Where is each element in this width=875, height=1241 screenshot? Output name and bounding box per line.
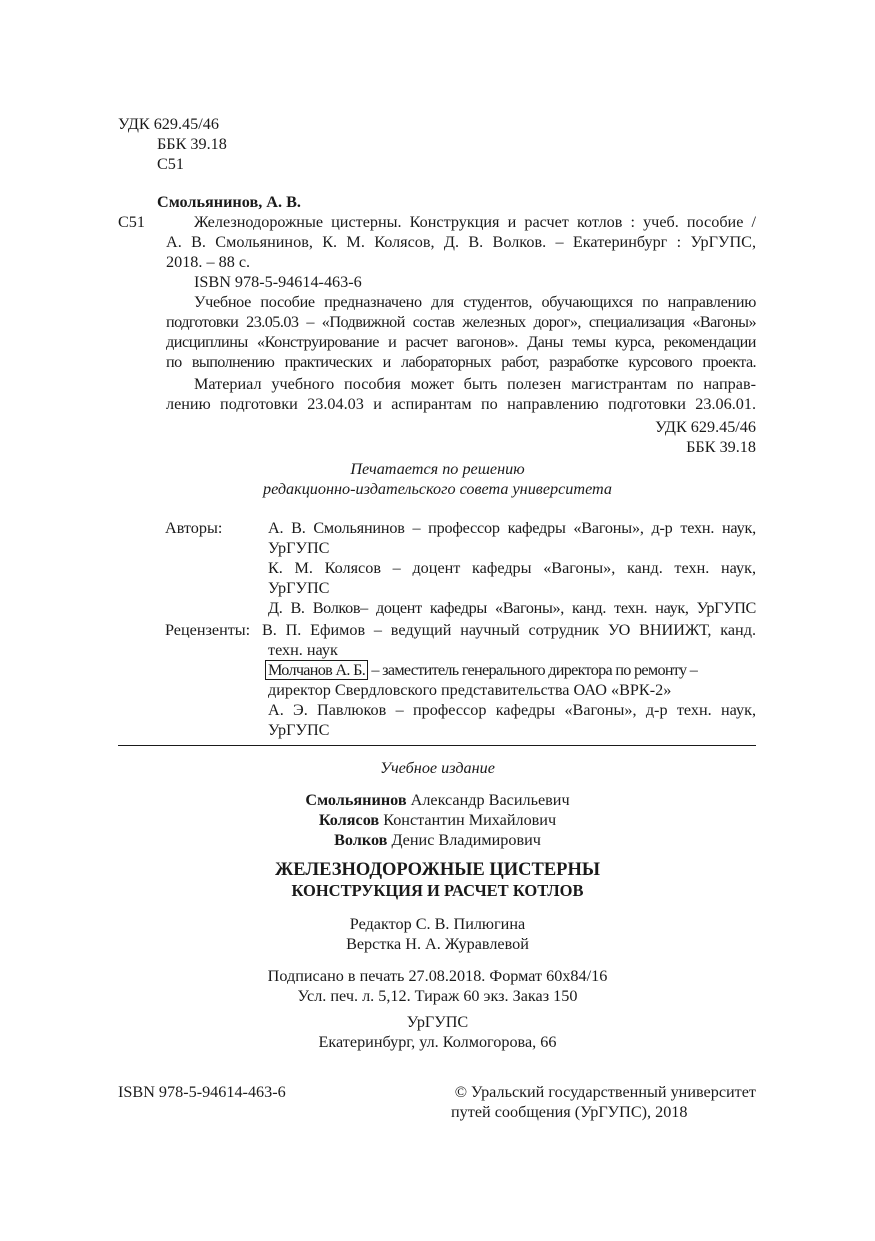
section-divider [118, 745, 756, 746]
book-title: ЖЕЛЕЗНОДОРОЖНЫЕ ЦИСТЕРНЫ [274, 860, 601, 880]
biblio-line: Железнодорожные цистерны. Конструкция и расчет котлов : учеб. пособие / [194, 213, 756, 231]
person-given-names: Константин Михайлович [379, 811, 557, 829]
copyright: путей сообщения (УрГУПС), 2018 [451, 1103, 688, 1121]
annotation-line: Учебное пособие предназначено для студентов, обучающихся по направлению [194, 293, 756, 311]
copyright: © Уральский государственный университет [454, 1083, 756, 1101]
imprint-person [0, 790, 875, 810]
reviewers-label: Рецензенты: [165, 621, 251, 639]
edition-type: Учебное издание [380, 759, 495, 777]
person-surname: Волков [334, 831, 388, 849]
author-credit: А. В. Смольянинов – профессор кафедры «Вагоны», д-р техн. наук, [268, 519, 756, 537]
imprint-person [0, 810, 875, 830]
editor-credit: Редактор С. В. Пилюгина [349, 915, 526, 933]
person-given-names: Денис Владимирович [387, 831, 541, 849]
author-credit: УрГУПС [268, 579, 330, 597]
print-decision: Печатается по решению [350, 460, 525, 478]
reviewer-credit: В. П. Ефимов – ведущий научный сотрудник УО ВНИИЖТ, канд. [262, 621, 756, 639]
person-surname: Смольянинов [305, 791, 407, 809]
bbk-code-right: ББК 39.18 [686, 438, 756, 456]
annotation-line: дисциплины «Конструирование и расчет вагонов». Даны темы курса, рекомендации [166, 333, 756, 351]
author-sign: С51 [157, 155, 184, 173]
layout-credit: Верстка Н. А. Журавлевой [346, 935, 529, 953]
reviewer-credit: техн. наук [268, 641, 338, 659]
isbn-footer: ISBN 978-5-94614-463-6 [118, 1083, 286, 1101]
person-given-names: Александр Васильевич [406, 791, 570, 809]
annotation-line: Материал учебного пособия может быть полезен магистрантам по направ- [194, 375, 756, 393]
annotation-line: лению подготовки 23.04.03 и аспирантам по направлению подготовки 23.06.01. [166, 395, 756, 413]
bbk-code: ББК 39.18 [157, 135, 227, 153]
book-subtitle: КОНСТРУКЦИЯ И РАСЧЕТ КОТЛОВ [291, 881, 584, 900]
annotation-line: подготовки 23.05.03 – «Подвижной состав железных дорог», специализация «Вагоны» [166, 313, 756, 331]
publisher: УрГУПС [406, 1013, 469, 1031]
print-info: Усл. печ. л. 5,12. Тираж 60 экз. Заказ 150 [297, 987, 578, 1005]
reviewer-credit: А. Э. Павлюков – профессор кафедры «Вагоны», д-р техн. наук, [268, 701, 756, 719]
imprint-person [0, 830, 875, 850]
publisher-address: Екатеринбург, ул. Колмогорова, 66 [318, 1033, 557, 1051]
annotation-line: по выполнению практических и лабораторных работ, разработке курсового проекта. [166, 353, 756, 371]
biblio-line: 2018. – 88 с. [166, 253, 251, 271]
author-credit: К. М. Колясов – доцент кафедры «Вагоны», канд. техн. наук, [268, 559, 756, 577]
isbn-line: ISBN 978-5-94614-463-6 [194, 273, 362, 291]
reviewer-credit [268, 660, 756, 680]
print-decision: редакционно-издательского совета университета [262, 480, 613, 498]
reviewer-name-boxed: Молчанов А. Б. [265, 660, 368, 680]
udk-code-right: УДК 629.45/46 [655, 418, 756, 436]
person-surname: Колясов [318, 811, 380, 829]
biblio-line: А. В. Смольянинов, К. М. Колясов, Д. В. Волков. – Екатеринбург : УрГУПС, [166, 233, 756, 251]
signed-to-print: Подписано в печать 27.08.2018. Формат 60х84/16 [267, 967, 608, 985]
author-credit: Д. В. Волков– доцент кафедры «Вагоны», канд. техн. наук, УрГУПС [268, 599, 756, 617]
author-heading: Смольянинов, А. В. [157, 193, 301, 211]
reviewer-credit: УрГУПС [268, 721, 330, 739]
udk-code: УДК 629.45/46 [118, 115, 219, 133]
author-credit: УрГУПС [268, 539, 330, 557]
reviewer-credit: директор Свердловского представительства ОАО «ВРК-2» [268, 681, 672, 699]
authors-label: Авторы: [165, 519, 223, 537]
reviewer-role: – заместитель генерального директора по ремонту – [368, 661, 698, 679]
author-sign-left: С51 [118, 213, 145, 231]
